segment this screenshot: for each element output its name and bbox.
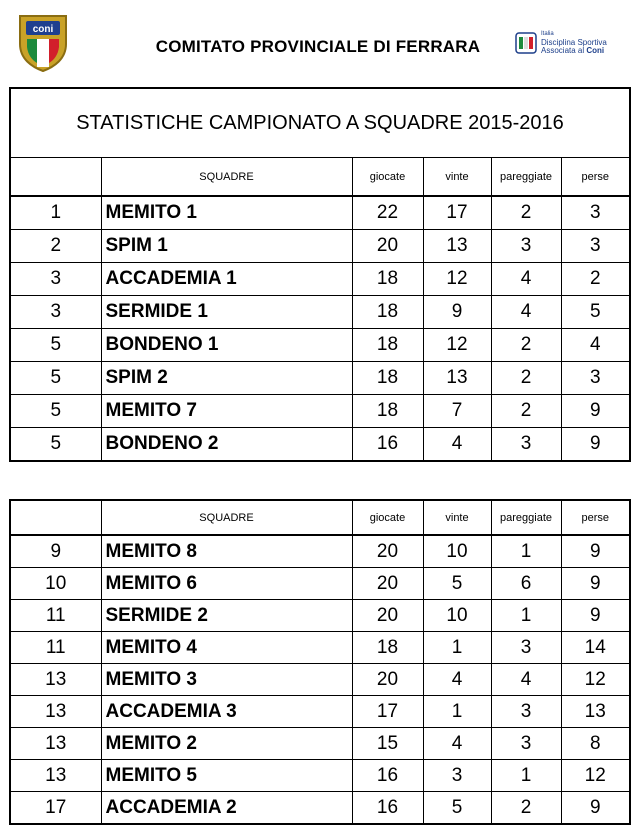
won-cell: 12 (423, 329, 491, 362)
drawn-cell: 3 (491, 728, 561, 760)
team-cell: MEMITO 8 (101, 535, 352, 568)
lost-cell: 9 (561, 428, 630, 462)
drawn-cell: 2 (491, 362, 561, 395)
rank-cell: 13 (10, 664, 101, 696)
lost-cell: 5 (561, 296, 630, 329)
played-cell: 17 (352, 696, 423, 728)
team-header: SQUADRE (101, 500, 352, 535)
team-cell: SPIM 2 (101, 362, 352, 395)
rank-cell: 3 (10, 263, 101, 296)
table-row (10, 792, 630, 825)
table-row (10, 362, 630, 395)
drawn-cell: 1 (491, 535, 561, 568)
played-cell: 16 (352, 428, 423, 462)
drawn-cell: 4 (491, 296, 561, 329)
team-cell: MEMITO 2 (101, 728, 352, 760)
lost-cell: 9 (561, 600, 630, 632)
table-row (10, 535, 630, 568)
table-row (10, 760, 630, 792)
played-cell: 18 (352, 329, 423, 362)
rank-cell: 9 (10, 535, 101, 568)
team-cell: MEMITO 7 (101, 395, 352, 428)
table-title-row (10, 88, 630, 158)
logo-line2: Associata al (541, 46, 585, 55)
logo-line3: Coni (586, 46, 605, 55)
rank-cell: 5 (10, 329, 101, 362)
won-cell: 4 (423, 728, 491, 760)
drawn-cell: 3 (491, 696, 561, 728)
lost-cell: 9 (561, 395, 630, 428)
drawn-cell: 2 (491, 395, 561, 428)
played-header: giocate (352, 158, 423, 197)
rank-cell: 17 (10, 792, 101, 825)
team-cell: MEMITO 6 (101, 568, 352, 600)
table-row (10, 568, 630, 600)
lost-cell: 3 (561, 230, 630, 263)
coni-logo-text: coni (32, 24, 54, 35)
played-cell: 18 (352, 395, 423, 428)
rank-cell: 10 (10, 568, 101, 600)
lost-cell: 3 (561, 196, 630, 230)
team-cell: BONDENO 2 (101, 428, 352, 462)
rank-cell: 5 (10, 428, 101, 462)
lost-cell: 3 (561, 362, 630, 395)
played-cell: 20 (352, 230, 423, 263)
played-cell: 18 (352, 632, 423, 664)
standings-table-1 (9, 87, 631, 462)
table-row (10, 230, 630, 263)
won-cell: 17 (423, 196, 491, 230)
won-cell: 4 (423, 664, 491, 696)
drawn-cell: 4 (491, 263, 561, 296)
lost-cell: 9 (561, 568, 630, 600)
dsa-coni-logo (515, 30, 620, 58)
won-cell: 9 (423, 296, 491, 329)
table-row (10, 664, 630, 696)
played-cell: 16 (352, 760, 423, 792)
lost-header: perse (561, 500, 630, 535)
won-header: vinte (423, 158, 491, 197)
team-cell: SERMIDE 2 (101, 600, 352, 632)
rank-cell: 5 (10, 395, 101, 428)
drawn-header: pareggiate (491, 158, 561, 197)
drawn-cell: 2 (491, 196, 561, 230)
played-cell: 20 (352, 664, 423, 696)
won-cell: 10 (423, 600, 491, 632)
drawn-header: pareggiate (491, 500, 561, 535)
team-cell: ACCADEMIA 3 (101, 696, 352, 728)
played-cell: 20 (352, 568, 423, 600)
rank-cell: 3 (10, 296, 101, 329)
lost-cell: 12 (561, 664, 630, 696)
won-cell: 10 (423, 535, 491, 568)
italia-emblem-icon (515, 30, 537, 56)
drawn-cell: 3 (491, 230, 561, 263)
rank-header (10, 158, 101, 197)
lost-cell: 13 (561, 696, 630, 728)
table-row (10, 263, 630, 296)
lost-cell: 8 (561, 728, 630, 760)
team-cell: MEMITO 4 (101, 632, 352, 664)
table-row (10, 329, 630, 362)
page-header (0, 0, 636, 85)
played-cell: 18 (352, 362, 423, 395)
played-cell: 18 (352, 296, 423, 329)
played-cell: 22 (352, 196, 423, 230)
team-cell: ACCADEMIA 1 (101, 263, 352, 296)
played-cell: 15 (352, 728, 423, 760)
logo-italia-text: Italia (541, 31, 554, 37)
lost-header: perse (561, 158, 630, 197)
table-row (10, 632, 630, 664)
lost-cell: 9 (561, 535, 630, 568)
lost-cell: 2 (561, 263, 630, 296)
logo-line1: Disciplina Sportiva (541, 37, 607, 47)
drawn-cell: 1 (491, 600, 561, 632)
team-header: SQUADRE (101, 158, 352, 197)
won-cell: 1 (423, 696, 491, 728)
team-cell: ACCADEMIA 2 (101, 792, 352, 825)
won-cell: 1 (423, 632, 491, 664)
table-row (10, 428, 630, 462)
drawn-cell: 3 (491, 428, 561, 462)
table-row (10, 600, 630, 632)
won-header: vinte (423, 500, 491, 535)
won-cell: 13 (423, 362, 491, 395)
rank-cell: 13 (10, 760, 101, 792)
table-row (10, 395, 630, 428)
won-cell: 5 (423, 792, 491, 825)
rank-cell: 1 (10, 196, 101, 230)
lost-cell: 14 (561, 632, 630, 664)
table-row (10, 728, 630, 760)
rank-cell: 2 (10, 230, 101, 263)
rank-header (10, 500, 101, 535)
won-cell: 5 (423, 568, 491, 600)
drawn-cell: 1 (491, 760, 561, 792)
rank-cell: 5 (10, 362, 101, 395)
drawn-cell: 2 (491, 329, 561, 362)
played-cell: 20 (352, 600, 423, 632)
played-cell: 16 (352, 792, 423, 825)
drawn-cell: 4 (491, 664, 561, 696)
team-cell: BONDENO 1 (101, 329, 352, 362)
lost-cell: 9 (561, 792, 630, 825)
team-cell: MEMITO 3 (101, 664, 352, 696)
standings-table-2 (9, 499, 631, 825)
team-cell: MEMITO 1 (101, 196, 352, 230)
won-cell: 7 (423, 395, 491, 428)
table-title: STATISTICHE CAMPIONATO A SQUADRE 2015-2016 (10, 88, 630, 158)
rank-cell: 11 (10, 632, 101, 664)
team-cell: SERMIDE 1 (101, 296, 352, 329)
table-header-row (10, 158, 630, 197)
lost-cell: 12 (561, 760, 630, 792)
won-cell: 13 (423, 230, 491, 263)
played-cell: 18 (352, 263, 423, 296)
played-header: giocate (352, 500, 423, 535)
organization-title: COMITATO PROVINCIALE DI FERRARA (155, 37, 481, 56)
rank-cell: 11 (10, 600, 101, 632)
rank-cell: 13 (10, 696, 101, 728)
lost-cell: 4 (561, 329, 630, 362)
team-cell: MEMITO 5 (101, 760, 352, 792)
won-cell: 12 (423, 263, 491, 296)
drawn-cell: 2 (491, 792, 561, 825)
drawn-cell: 6 (491, 568, 561, 600)
rank-cell: 13 (10, 728, 101, 760)
table-row (10, 296, 630, 329)
team-cell: SPIM 1 (101, 230, 352, 263)
played-cell: 20 (352, 535, 423, 568)
drawn-cell: 3 (491, 632, 561, 664)
table-row (10, 196, 630, 230)
table-header-row (10, 500, 630, 535)
won-cell: 4 (423, 428, 491, 462)
won-cell: 3 (423, 760, 491, 792)
table-row (10, 696, 630, 728)
